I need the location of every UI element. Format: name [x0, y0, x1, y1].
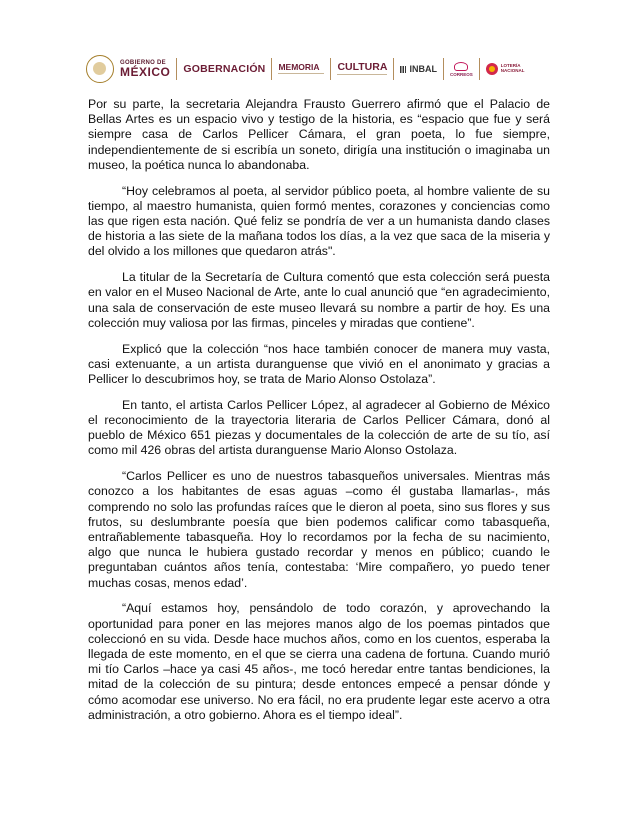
cultura-logo — [337, 61, 387, 77]
logo-divider — [393, 58, 394, 80]
gobierno-small-text: GOBIERNO DE — [120, 60, 166, 66]
loteria-nacional-logo — [486, 63, 525, 75]
inbal-bars-icon — [400, 66, 407, 73]
gobernacion-logo: GOBERNACIÓN — [183, 62, 266, 75]
cultura-subtitle-line — [337, 74, 387, 77]
paragraph: En tanto, el artista Carlos Pellicer López, al agradecer al Gobierno de México el reconocimiento de la trayectoria literaria de Carlos Pellicer Cámara, donó al pueblo de México 651 piezas y documentales de la colección de arte de su tío, así como mil 426 obras del artista duranguense Mario Alonso Ostolaza. — [88, 397, 550, 458]
correos-text: CORREOS — [449, 71, 473, 77]
paragraph: “Aquí estamos hoy, pensándolo de todo corazón, y aprovechando la oportunidad para poner en las mejores manos algo de los poemas pintados que coleccionó en su vida. Desde hace muchos años, como en los cuentos, esperaba la llegada de este momento, en el que se cierra una cadena de fortuna. Cuando murió mi tío Carlos –hace ya casi 45 años-, me tocó heredar entre tantas bendiciones, la mitad de la colección de su pintura; desde entonces empecé a pensar dónde y cómo acomodar ese universo. No era fácil, no era prudente legar este acervo a otra administración, a otro gobierno. Ahora es el tiempo ideal”. — [88, 601, 550, 722]
loteria-line1: LOTERÍA — [500, 63, 521, 69]
press-release-body — [88, 97, 550, 734]
memoria-subtitle-lines — [278, 73, 324, 76]
logo-divider — [176, 58, 177, 80]
paragraph: Explicó que la colección “nos hace también conocer de manera muy vasta, casi extenuante, a un artista duranguense que vivió en el anonimato y gracias a Pellicer lo descubrimos hoy, se trata de Mario Alonso Ostolaza”. — [88, 341, 550, 387]
logo-divider — [443, 58, 444, 80]
loteria-line2: NACIONAL — [500, 68, 525, 73]
paragraph: La titular de la Secretaría de Cultura comentó que esta colección será puesta en valor en el Museo Nacional de Arte, ante lo cual anunció que “en agradecimiento, una sala de conservación de este museo llevará su nombre a partir de hoy. Es una colección muy valiosa por las firmas, pinceles y miradas que contiene”. — [88, 270, 550, 330]
gobierno-de-mexico-logo — [120, 60, 170, 78]
logo-divider — [271, 58, 272, 80]
correos-mark-icon — [454, 62, 468, 71]
loteria-circle-icon — [486, 63, 498, 75]
paragraph: “Hoy celebramos al poeta, al servidor público poeta, al hombre valiente de su tiempo, al maestro humanista, quien formó mentes, corazones y conciencias como las que rigen esta nación. Qué feliz se pondría de ver a un humanista dando clases de historia a las siete de la mañana todos los días, a la vez que saca de la miseria y del olvido a los millones que quedaron atrás". — [88, 183, 550, 259]
cultura-text: CULTURA — [337, 61, 388, 73]
gobierno-big-text: MÉXICO — [120, 65, 171, 79]
logo-header — [86, 52, 566, 86]
memoria-logo — [278, 62, 324, 76]
inbal-text: INBAL — [409, 64, 437, 74]
loteria-text — [501, 64, 525, 74]
paragraph: “Carlos Pellicer es uno de nuestros tabasqueños universales. Mientras más conozco a los habitantes de esas aguas –como él gustaba llamarlas-, más comprendo no solo las profundas raíces que le dieron al poeta, sino sus flores y sus frutos, su deslumbrante poesía que bien podemos calificar como tabasqueña, entrañablemente tabasqueña. Hoy lo recordamos por la fecha de su nacimiento, algo que nunca le hubiera gustado recordar y menos en público; cuando le preguntaban cuántos años tenía, contestaba: ‘Mire compañero, yo puedo tener muchas cosas, menos edad’. — [88, 469, 550, 590]
logo-divider — [479, 58, 480, 80]
memoria-text: MEMORIA — [278, 62, 320, 72]
logo-divider — [330, 58, 331, 80]
correos-logo — [450, 62, 473, 77]
inbal-logo — [400, 64, 437, 74]
paragraph: Por su parte, la secretaria Alejandra Frausto Guerrero afirmó que el Palacio de Bellas Artes es un espacio vivo y testigo de la historia, es “espacio que fue y será siempre casa de Carlos Pellicer Cámara, el gran poeta, lo fue siempre, independientemente de si escribía un soneto, dirigía una institución o imaginaba un museo, la poética nunca lo abandonaba. — [88, 97, 550, 172]
mexico-seal-icon — [86, 55, 114, 83]
